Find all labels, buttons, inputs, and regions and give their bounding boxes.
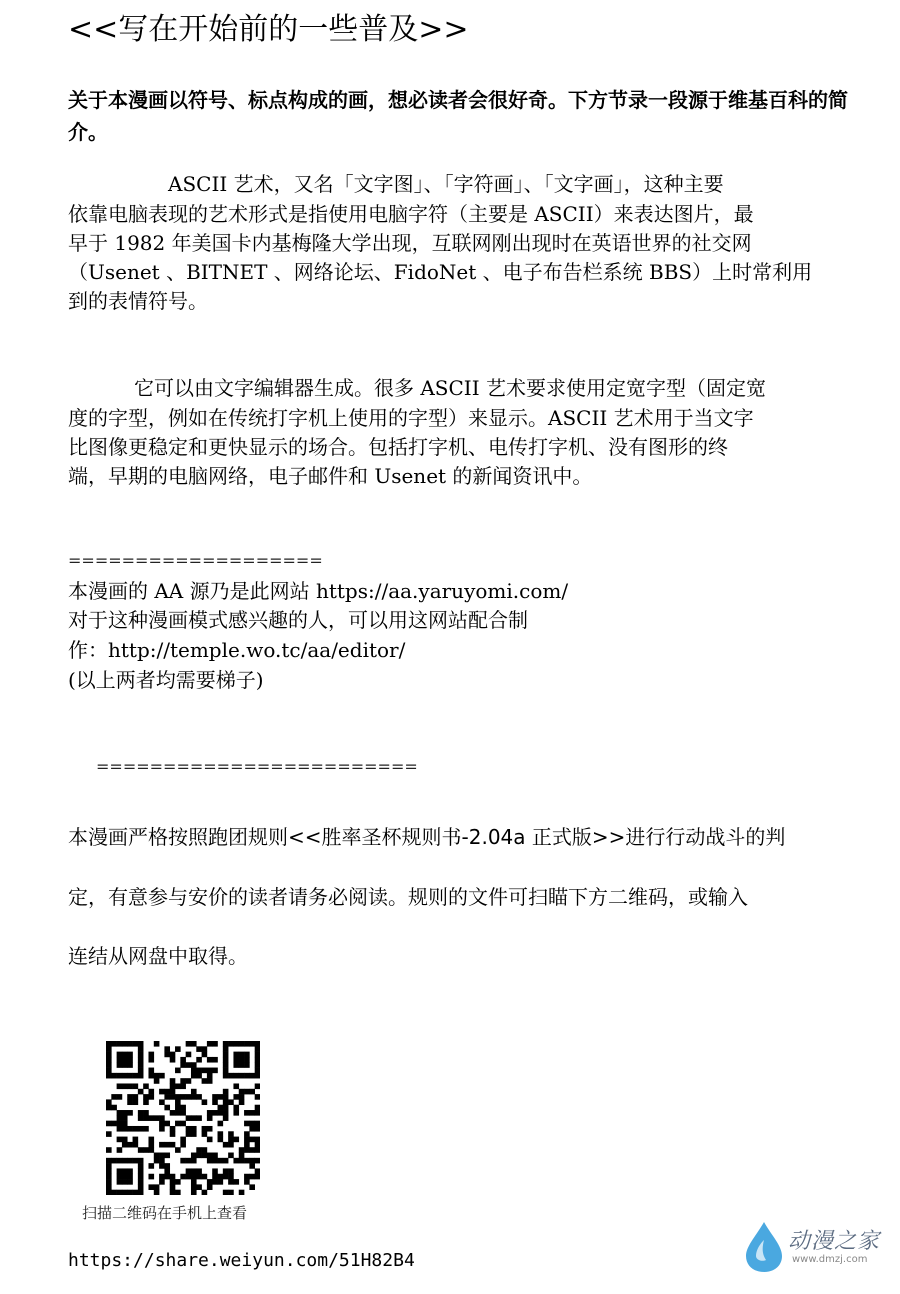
drop-logo-icon bbox=[742, 1220, 786, 1274]
rules-line: 连结从网盘中取得。 bbox=[68, 944, 248, 968]
aa-source-line: 作：http://temple.wo.tc/aa/editor/ bbox=[68, 638, 406, 662]
separator: =================== bbox=[68, 551, 323, 570]
separator: ======================== bbox=[96, 757, 418, 776]
paragraph1-line: 到的表情符号。 bbox=[68, 289, 208, 313]
paragraph1-line: 早于 1982 年美国卡内基梅隆大学出现，互联网刚出现时在英语世界的社交网 bbox=[68, 231, 752, 255]
paragraph2-line: 它可以由文字编辑器生成。很多 ASCII 艺术要求使用定宽字型（固定宽 bbox=[134, 376, 766, 400]
watermark-url: www.dmzj.com bbox=[792, 1254, 868, 1265]
watermark-brand: 动漫之家 bbox=[788, 1229, 881, 1254]
intro-text: 关于本漫画以符号、标点构成的画，想必读者会很好奇。下方节录一段源于维基百科的简介。 bbox=[68, 88, 848, 144]
paragraph1-line: （Usenet 、BITNET 、网络论坛、FidoNet 、电子布告栏系统 BBS）上时常利用 bbox=[68, 260, 813, 284]
aa-source-line: 本漫画的 AA 源乃是此网站 https://aa.yaruyomi.com/ bbox=[68, 579, 569, 603]
rules-line: 本漫画严格按照跑团规则<<胜率圣杯规则书-2.04a 正式版>>进行行动战斗的判 bbox=[68, 825, 786, 849]
paragraph2-line: 比图像更稳定和更快显示的场合。包括打字机、电传打字机、没有图形的终 bbox=[68, 435, 728, 459]
share-link[interactable]: https://share.weiyun.com/51H82B4 bbox=[68, 1250, 415, 1271]
qr-code[interactable] bbox=[96, 1022, 250, 1176]
paragraph1-line: 依靠电脑表现的艺术形式是指使用电脑字符（主要是 ASCII）来表达图片，最 bbox=[68, 202, 754, 226]
aa-source-line: 对于这种漫画模式感兴趣的人，可以用这网站配合制 bbox=[68, 608, 528, 632]
paragraph2-line: 端，早期的电脑网络，电子邮件和 Usenet 的新闻资讯中。 bbox=[68, 464, 593, 488]
page-title: <<写在开始前的一些普及>> bbox=[68, 12, 469, 47]
paragraph2-line: 度的字型，例如在传统打字机上使用的字型）来显示。ASCII 艺术用于当文字 bbox=[68, 406, 754, 430]
paragraph1-line: ASCII 艺术，又名「文字图」、「字符画」、「文字画」，这种主要 bbox=[168, 172, 724, 196]
qr-caption: 扫描二维码在手机上查看 bbox=[82, 1204, 248, 1222]
rules-line: 定，有意参与安价的读者请务必阅读。规则的文件可扫瞄下方二维码，或输入 bbox=[68, 885, 748, 909]
aa-source-line: (以上两者均需要梯子) bbox=[68, 668, 264, 692]
qr-code-image bbox=[106, 1041, 260, 1195]
watermark bbox=[742, 1218, 892, 1278]
